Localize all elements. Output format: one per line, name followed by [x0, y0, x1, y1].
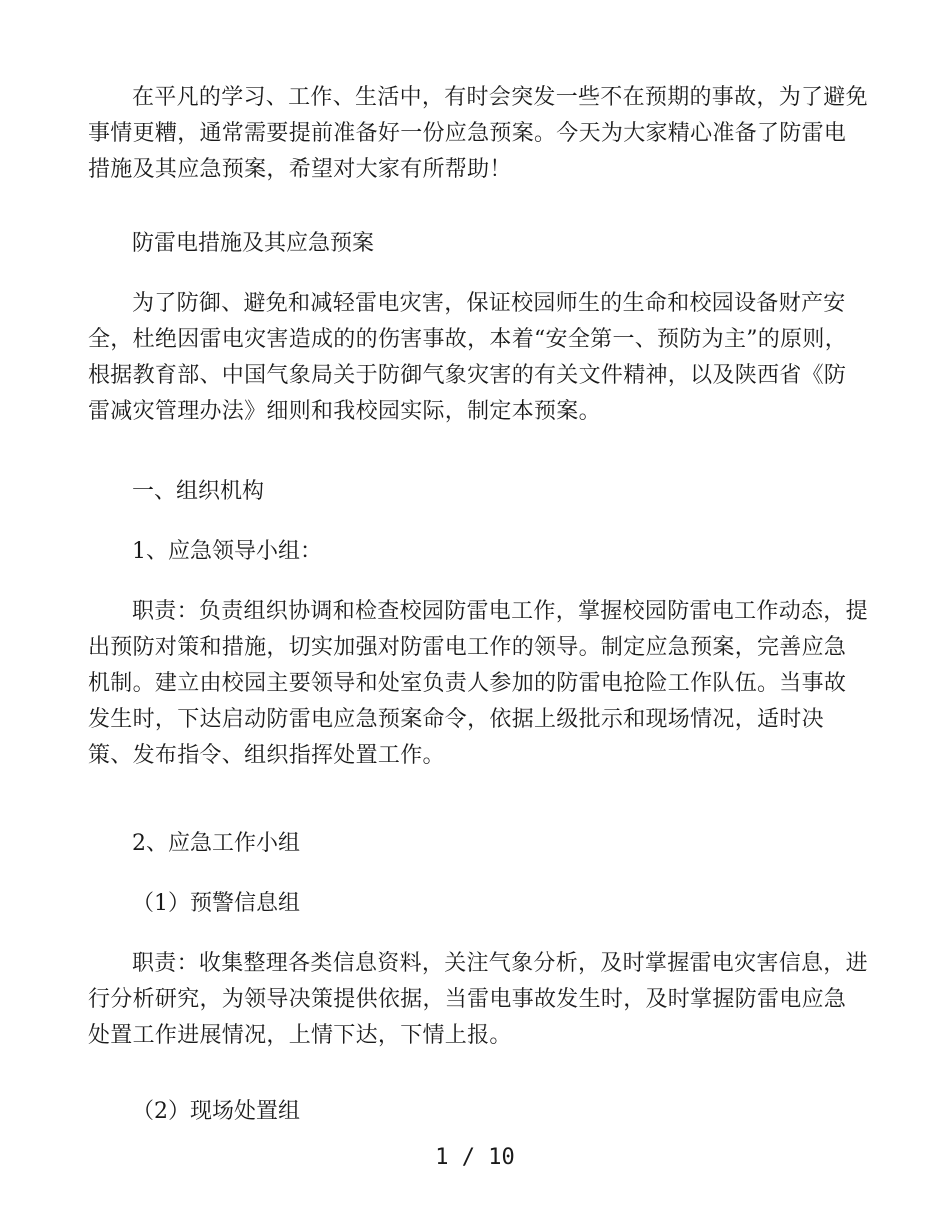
purpose-paragraph: 为了防御、避免和减轻雷电灾害，保证校园师生的生命和校园设备财产安全，杜绝因雷电灾害造成的的伤害事故，本着“安全第一、预防为主”的原则，根据教育部、中国气象局关于防御气象灾害的有关文件精神，以及陕西省《防雷减灾管理办法》细则和我校园实际，制定本预案。 [88, 291, 847, 424]
item-heading-work-group: 2、应急工作小组 [132, 831, 300, 856]
section-heading-organization: 一、组织机构 [132, 479, 265, 504]
subgroup-heading-warning: （1）预警信息组 [132, 891, 300, 916]
item-heading-leadership-group: 1、应急领导小组： [132, 539, 322, 564]
document-title: 防雷电措施及其应急预案 [132, 231, 375, 256]
subgroup-heading-onsite: （2）现场处置组 [132, 1099, 300, 1124]
page-number: 1 / 10 [435, 1145, 515, 1170]
intro-paragraph: 在平凡的学习、工作、生活中，有时会突发一些不在预期的事故，为了避免事情更糟，通常需要提前准备好一份应急预案。今天为大家精心准备了防雷电措施及其应急预案，希望对大家有所帮助！ [88, 85, 868, 182]
leadership-duty-paragraph: 职责：负责组织协调和检查校园防雷电工作，掌握校园防雷电工作动态，提出预防对策和措施，切实加强对防雷电工作的领导。制定应急预案，完善应急机制。建立由校园主要领导和处室负责人参加的防雷电抢险工作队伍。当事故发生时，下达启动防雷电应急预案命令，依据上级批示和现场情况，适时决策、发布指令、组织指挥处置工作。 [88, 599, 868, 768]
warning-duty-paragraph: 职责：收集整理各类信息资料，关注气象分析，及时掌握雷电灾害信息，进行分析研究，为领导决策提供依据，当雷电事故发生时，及时掌握防雷电应急处置工作进展情况，上情下达，下情上报。 [88, 951, 868, 1048]
